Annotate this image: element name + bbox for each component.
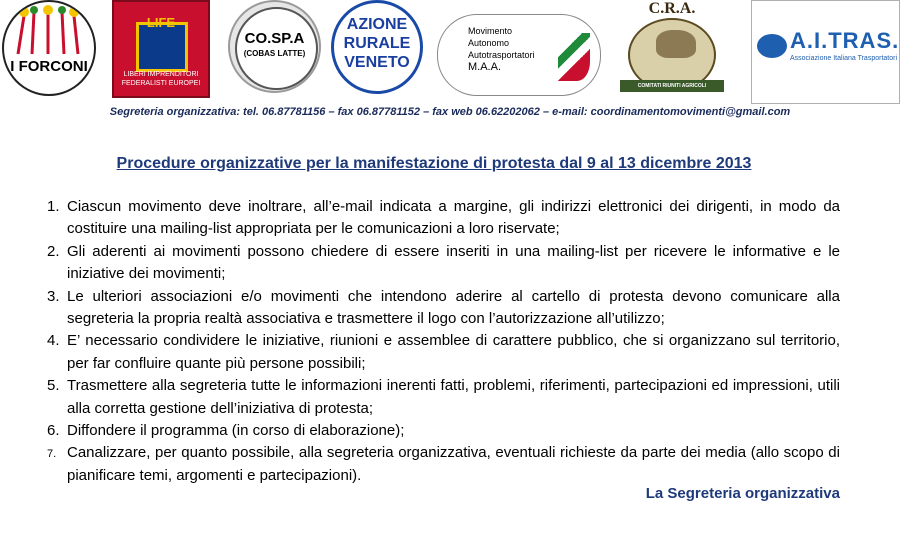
cra-name: C.R.A. (648, 0, 696, 17)
logo-azione-rurale-veneto (331, 0, 423, 94)
forconi-name: I FORCONI (10, 58, 88, 75)
maa-line-3: Autotrasportatori (468, 50, 535, 60)
item-number: 2. (47, 242, 60, 260)
item-text: Diffondere il programma (in corso di elaborazione); (67, 422, 405, 440)
item-text: Le ulteriori associazioni e/o movimenti che intendono aderire al cartello di protesta devono comunicare alla segreteria la propria realtà associativa e trasmettere il logo con l’autorizzazione all’utilizzo; (67, 287, 840, 328)
cow-icon (656, 30, 696, 58)
list-item (20, 330, 840, 375)
item-number: 1. (47, 198, 60, 215)
item-text: Canalizzare, per quanto possibile, alla segreteria organizzativa, eventuali richieste da parte dei media (allo scopo di pianificare temi, argomenti e partecipazioni). (67, 444, 840, 484)
pitchfork-people-icon (4, 2, 94, 58)
signature: La Segreteria organizzativa (645, 485, 840, 502)
azione-line-2: RURALE (343, 35, 411, 52)
list-item (20, 196, 840, 241)
list-item (20, 241, 840, 286)
list-item (20, 375, 840, 420)
list-item (20, 420, 840, 442)
logo-ai-tras (751, 0, 900, 104)
logo-i-forconi (2, 0, 96, 96)
contact-line: Segreteria organizzativa: tel. 06.87781156 – fax 06.87781152 – fax web 06.62202062 – e-mail: coordinamentomovimenti@gmail.com (109, 106, 791, 118)
procedure-list (20, 196, 840, 487)
list-item (20, 286, 840, 331)
azione-line-3: VENETO (344, 54, 410, 71)
item-number: 5. (47, 377, 60, 395)
logo-cospa (228, 0, 321, 93)
cospa-name: CO.SP.A (244, 30, 305, 47)
cospa-subtitle: (COBAS LATTE) (243, 49, 306, 58)
maa-line-2: Autonomo (468, 38, 510, 48)
maa-abbr: M.A.A. (468, 61, 502, 73)
life-name: LIFE (146, 15, 176, 30)
item-text: Trasmettere alla segreteria tutte le informazioni inerenti fatti, problemi, riferimenti, partecipazioni ed impressioni, utili alla corretta gestione dell’iniziativa di protesta; (67, 377, 840, 417)
life-subtitle: LIBERI IMPRENDITORI FEDERALISTI EUROPEI (121, 71, 201, 87)
globe-icon (757, 34, 787, 58)
italian-flag-swoosh-icon (558, 33, 590, 81)
logo-maa (437, 14, 601, 96)
cra-banner: COMITATI RIUNITI AGRICOLI (620, 80, 724, 92)
list-item (20, 442, 840, 487)
item-text: Gli aderenti ai movimenti possono chiedere di essere inseriti in una mailing-list per ricevere le informative e le iniziative dei movimenti; (67, 242, 840, 283)
logo-life (112, 0, 210, 98)
azione-line-1: AZIONE (346, 16, 408, 33)
item-text: Ciascun movimento deve inoltrare, all’e-mail indicata a margine, gli indirizzi elettronici dei dirigenti, in modo da costituire una mailing-list appropriata per le comunicazioni a loro riservate; (67, 198, 840, 238)
aitras-name: A.I.TRAS. (790, 28, 900, 53)
page-title: Procedure organizzative per la manifestazione di protesta dal 9 al 13 dicembre 2013 (116, 155, 752, 172)
aitras-subtitle: Associazione Italiana Trasportatori (790, 55, 897, 62)
item-number: 4. (47, 332, 60, 350)
item-number: 7. (47, 448, 57, 461)
item-number: 6. (47, 422, 60, 440)
maa-line-1: Movimento (468, 26, 513, 36)
item-number: 3. (47, 287, 60, 305)
item-text: E’ necessario condividere le iniziative, riunioni e assemblee di carattere pubblico, che si organizzano sul territorio, per far confluire quante più persone possibili; (67, 332, 840, 372)
logo-cra (612, 0, 732, 100)
